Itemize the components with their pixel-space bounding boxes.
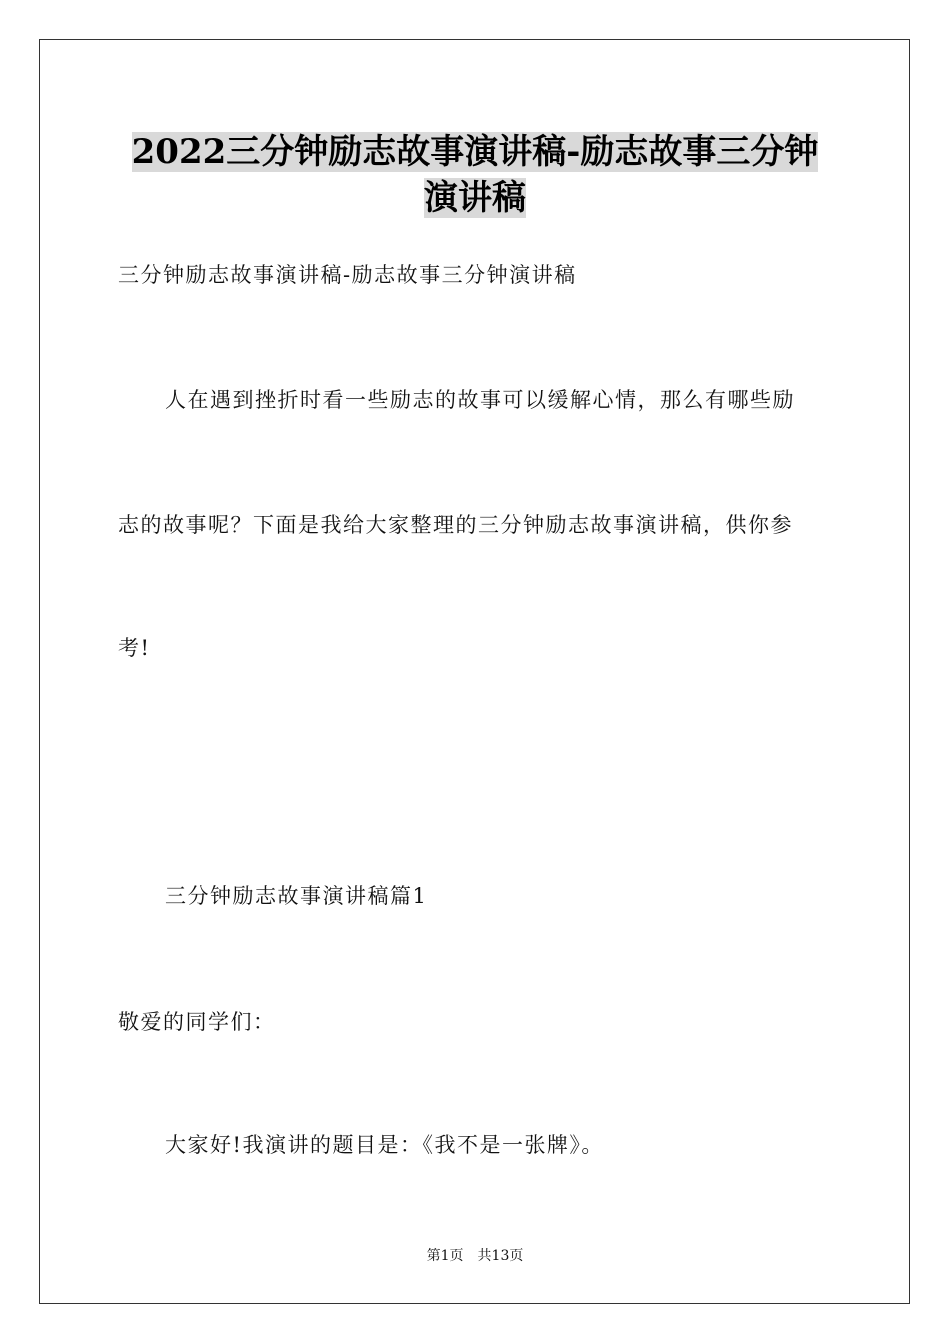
intro-paragraph-line-3: 考!: [118, 636, 151, 660]
page-number: 第1页: [426, 1248, 464, 1264]
intro-paragraph-line-1: 人在遇到挫折时看一些励志的故事可以缓解心情，那么有哪些励: [165, 388, 795, 412]
title-line-2: 演讲稿: [424, 178, 526, 218]
subtitle-paragraph: 三分钟励志故事演讲稿-励志故事三分钟演讲稿: [118, 263, 577, 287]
document-title: [60, 130, 890, 174]
page-footer: [0, 1246, 950, 1266]
total-pages: 共13页: [477, 1248, 524, 1264]
intro-paragraph-line-2: 志的故事呢？下面是我给大家整理的三分钟励志故事演讲稿，供你参: [118, 513, 793, 537]
page-border: [39, 39, 910, 1304]
salutation: 敬爱的同学们：: [118, 1010, 276, 1034]
document-title-continued: [60, 176, 890, 220]
title-line-1: 2022三分钟励志故事演讲稿-励志故事三分钟: [131, 132, 819, 172]
section-heading: 三分钟励志故事演讲稿篇1: [165, 884, 428, 908]
opening-line: 大家好!我演讲的题目是：《我不是一张牌》。: [165, 1133, 604, 1157]
